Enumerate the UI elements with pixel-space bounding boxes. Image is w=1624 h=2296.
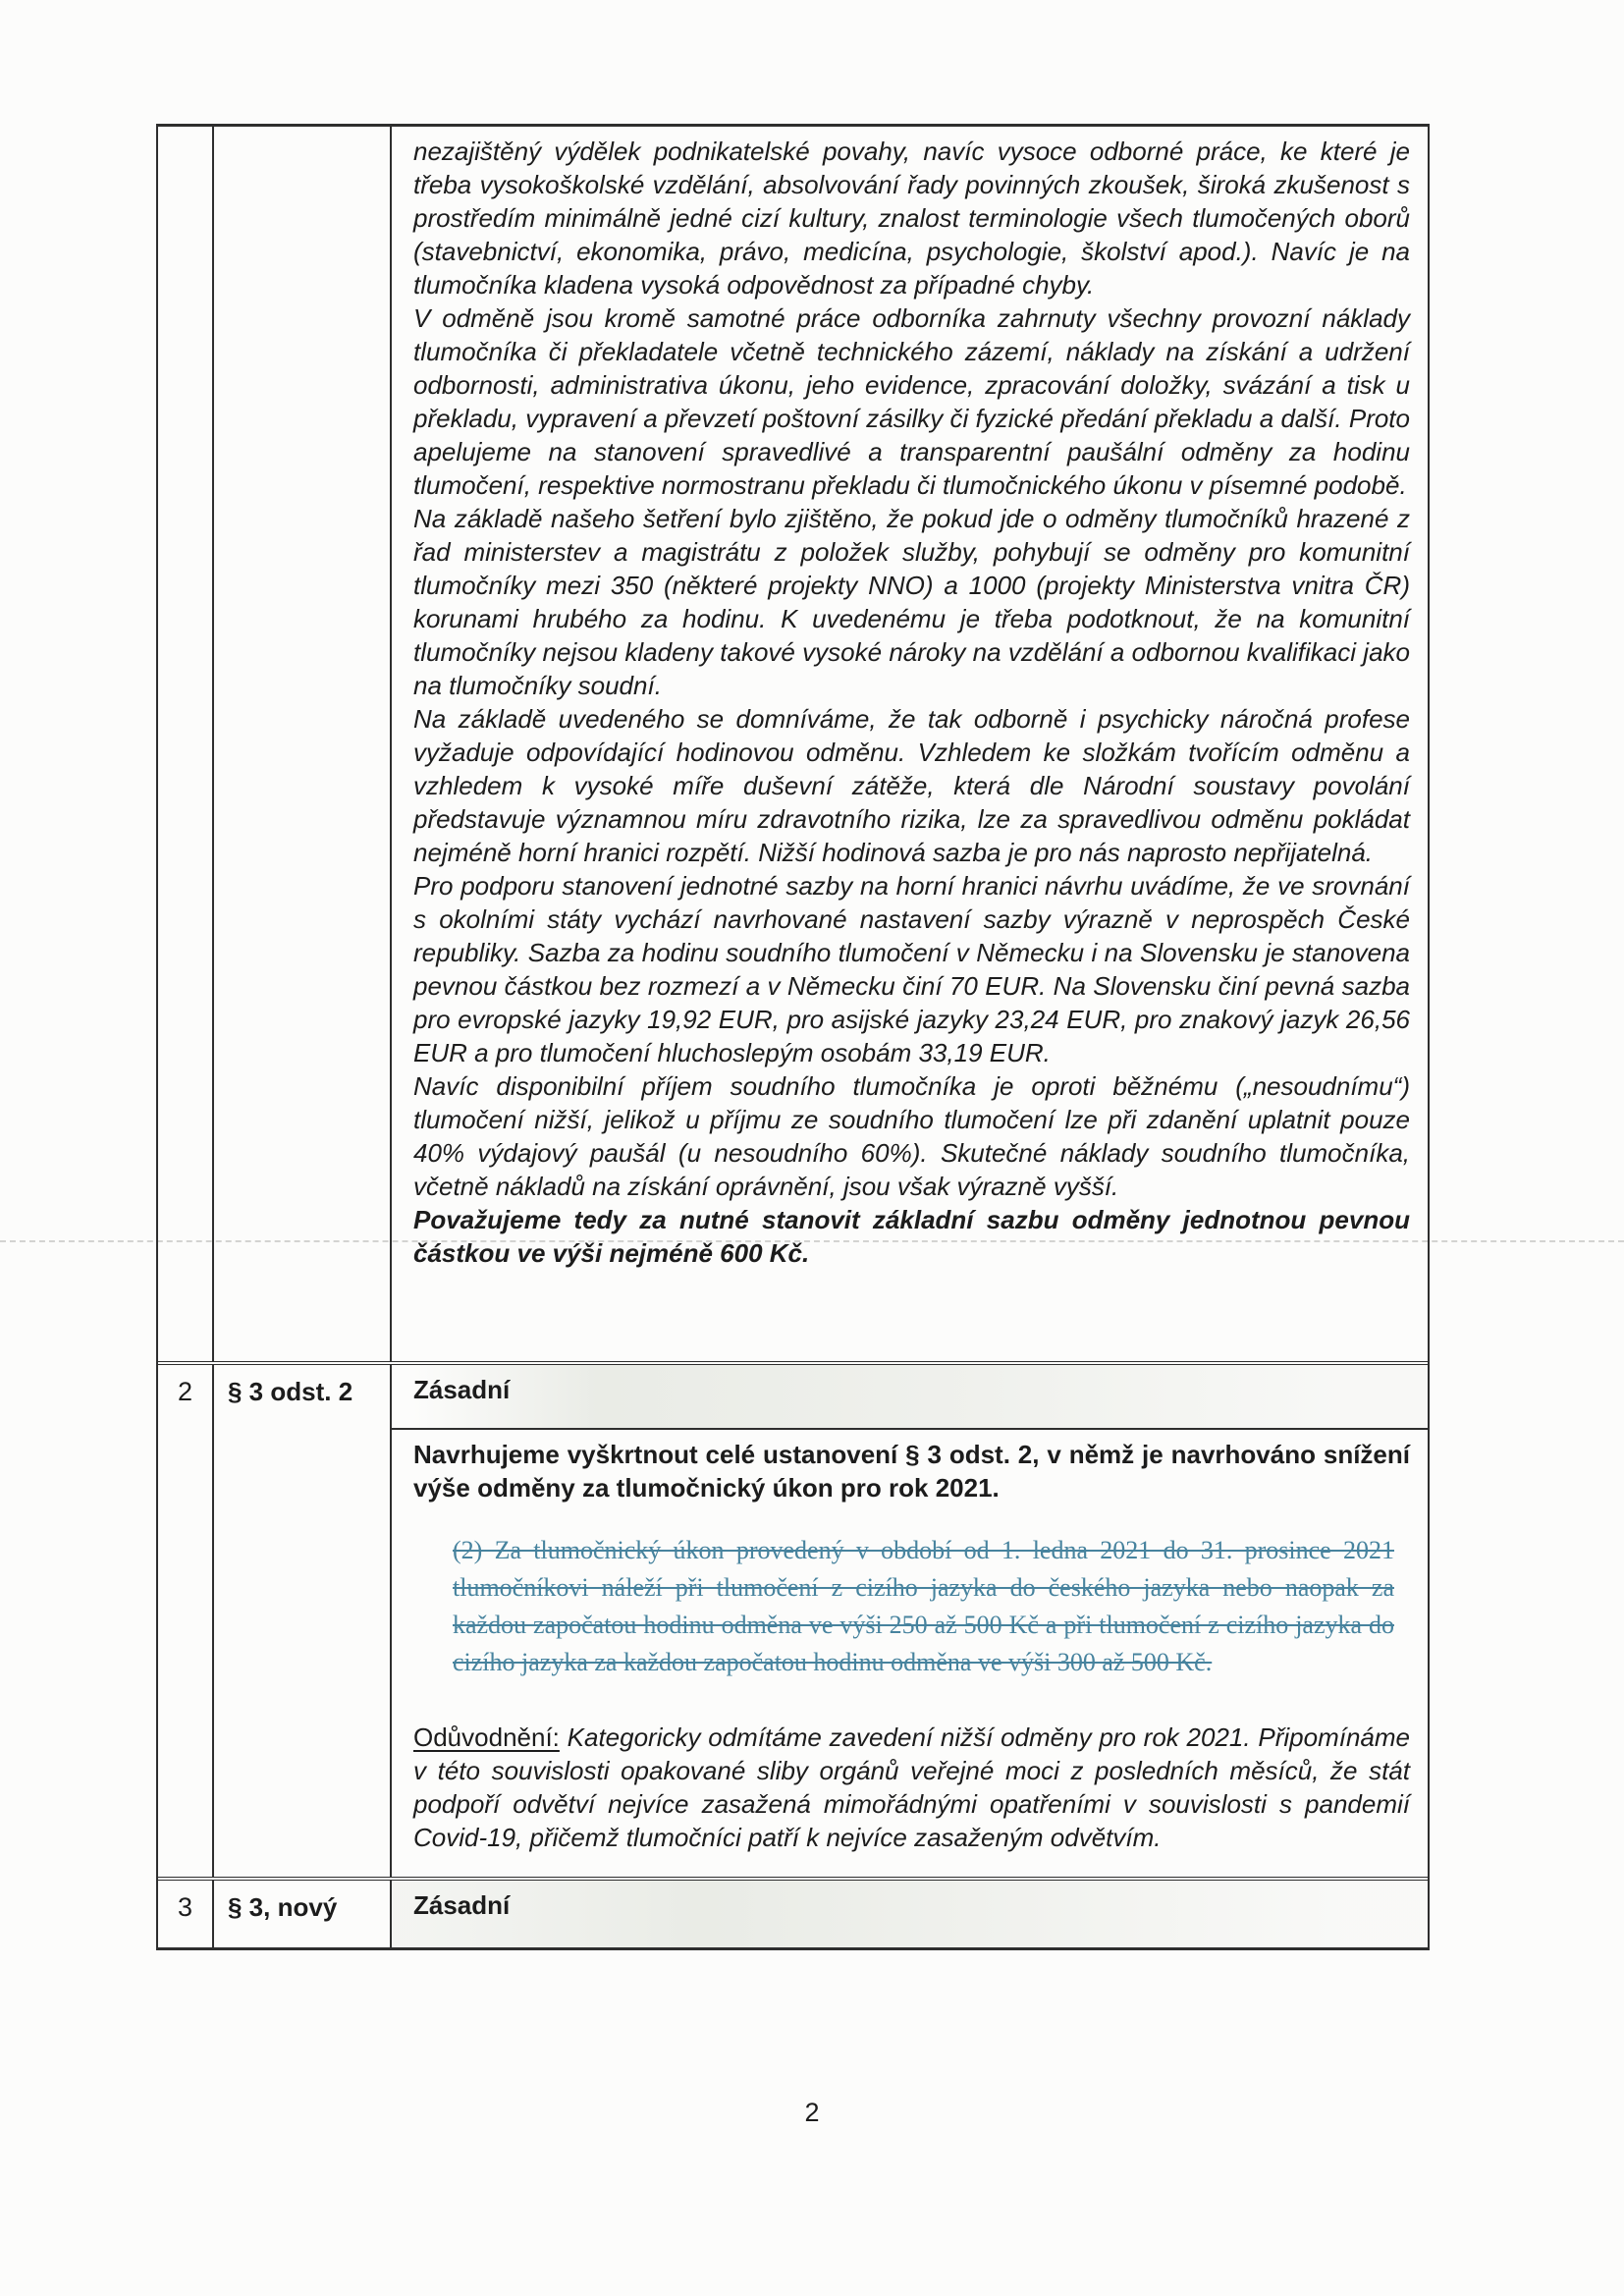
comment-conclusion-paragraph: Považujeme tedy za nutné stanovit základní sazbu odměny jednotnou pevnou částkou ve výši nejméně 600 Kč. <box>413 1205 1410 1268</box>
table-row <box>158 127 1428 1361</box>
comment-paragraph: Pro podporu stanovení jednotné sazby na horní hranici návrhu uvádíme, že ve srovnání s okolními státy vychází navrhované nastavení sazby výrazně v neprospěch České republiky. Sazba za hodinu soudního tlumočení v Německu i na Slovensku je stanovena pevnou částkou bez rozmezí a v Německu činí 70 EUR. Na Slovensku činí pevná sazba pro evropské jazyky 19,92 EUR, pro asijské jazyky 23,24 EUR, pro znakový jazyk 26,56 EUR a pro tlumočení hluchoslepým osobám 33,19 EUR. <box>413 871 1410 1067</box>
row-number-cell-empty <box>158 127 214 1361</box>
comment-paragraph: V odměně jsou kromě samotné práce odborníka zahrnuty všechny provozní náklady tlumočníka či překladatele včetně technického zázemí, náklady na získání a udržení odbornosti, administrativa úkonu, jeho evidence, zpracování doložky, svázání a tisk u překladu, vypravení a převzetí poštovní zásilky či fyzické předání překladu a další. Proto apelujeme na stanovení spravedlivé a transparentní paušální odměny za hodinu tlumočení, respektive normostranu překladu či tlumočnického úkonu v písemné podobě. <box>413 303 1410 500</box>
justification-paragraph <box>413 1721 1410 1854</box>
comments-table <box>156 124 1430 1950</box>
comment-body-cell <box>392 1365 1428 1877</box>
justification-text: Kategoricky odmítáme zavedení nižší odměny pro rok 2021. Připomínáme v této souvislosti opakované sliby orgánů veřejné moci z posledních měsíců, že stát podpoří odvětví nejvíce zasažená mimořádnými opatřeními v souvislosti s pandemií Covid-19, přičemž tlumočníci patří k nejvíce zasaženým odvětvím. <box>413 1722 1410 1852</box>
comment-paragraph: nezajištěný výdělek podnikatelské povahy, navíc vysoce odborné práce, ke které je třeba vysokoškolské vzdělání, absolvování řady povinných zkoušek, široká zkušenost s prostředím minimálně jedné cizí kultury, znalost terminologie všech tlumočených oborů (stavebnictví, ekonomika, právo, medicína, psychologie, školství apod.). Navíc je na tlumočníka kladena vysoká odpovědnost za případné chyby. <box>413 137 1410 300</box>
page-number: 2 <box>804 2098 820 2127</box>
severity-badge: Zásadní <box>392 1365 1428 1430</box>
section-ref-cell-empty <box>214 127 392 1361</box>
section-ref-cell: § 3, nový <box>214 1881 392 1947</box>
comment-paragraph: Na základě uvedeného se domníváme, že tak odborně i psychicky náročná profese vyžaduje odpovídající hodinovou odměnu. Vzhledem ke složkám tvořícím odměnu a vzhledem k vysoké míře duševní zátěže, která dle Národní soustavy povolání představuje významnou míru zdravotního rizika, lze za spravedlivou odměnu pokládat nejméně horní hranici rozpětí. Nižší hodinová sazba je pro nás naprosto nepřijatelná. <box>413 704 1410 867</box>
comment-body-cell <box>392 1881 1428 1947</box>
severity-badge: Zásadní <box>392 1881 1428 1947</box>
comment-paragraph: Na základě našeho šetření bylo zjištěno, že pokud jde o odměny tlumočníků hrazené z řad ministerstev a magistrátu z položek služby, pohybují se odměny pro komunitní tlumočníky mezi 350 (některé projekty NNO) a 1000 (projekty Ministerstva vnitra ČR) korunami hrubého za hodinu. K uvedenému je třeba podotknout, že na komunitní tlumočníky nejsou kladeny takové vysoké nároky na vzdělání a odbornou kvalifikaci jako na tlumočníky soudní. <box>413 504 1410 700</box>
struck-provision-paragraph: (2) Za tlumočnický úkon provedený v období od 1. ledna 2021 do 31. prosince 2021 tlumočníkovi náleží při tlumočení z cizího jazyka do českého jazyka nebo naopak za každou započatou hodinu odměna ve výši 250 až 500 Kč a při tlumočení z cizího jazyka do cizího jazyka za každou započatou hodinu odměna ve výši 300 až 500 Kč. <box>453 1536 1394 1676</box>
table-row <box>158 1877 1428 1947</box>
table-row <box>158 1361 1428 1877</box>
section-ref-cell: § 3 odst. 2 <box>214 1365 392 1877</box>
comment-body-cell <box>392 127 1428 1361</box>
comment-text-block <box>392 127 1428 1270</box>
justification-label: Odůvodnění: <box>413 1722 560 1752</box>
row-number-cell: 2 <box>158 1365 214 1877</box>
row-number-cell: 3 <box>158 1881 214 1947</box>
proposal-paragraph: Navrhujeme vyškrtnout celé ustanovení § 3 odst. 2, v němž je navrhováno snížení výše odměny za tlumočnický úkon pro rok 2021. <box>413 1440 1410 1503</box>
comment-text-block <box>392 1430 1428 1854</box>
comment-paragraph: Navíc disponibilní příjem soudního tlumočníka je oproti běžnému („nesoudnímu“) tlumočení nižší, jelikož u příjmu ze soudního tlumočení lze při zdanění uplatnit pouze 40% výdajový paušál (u nesoudního 60%). Skutečné náklady soudního tlumočníka, včetně nákladů na získání oprávnění, jsou však výrazně vyšší. <box>413 1071 1410 1201</box>
